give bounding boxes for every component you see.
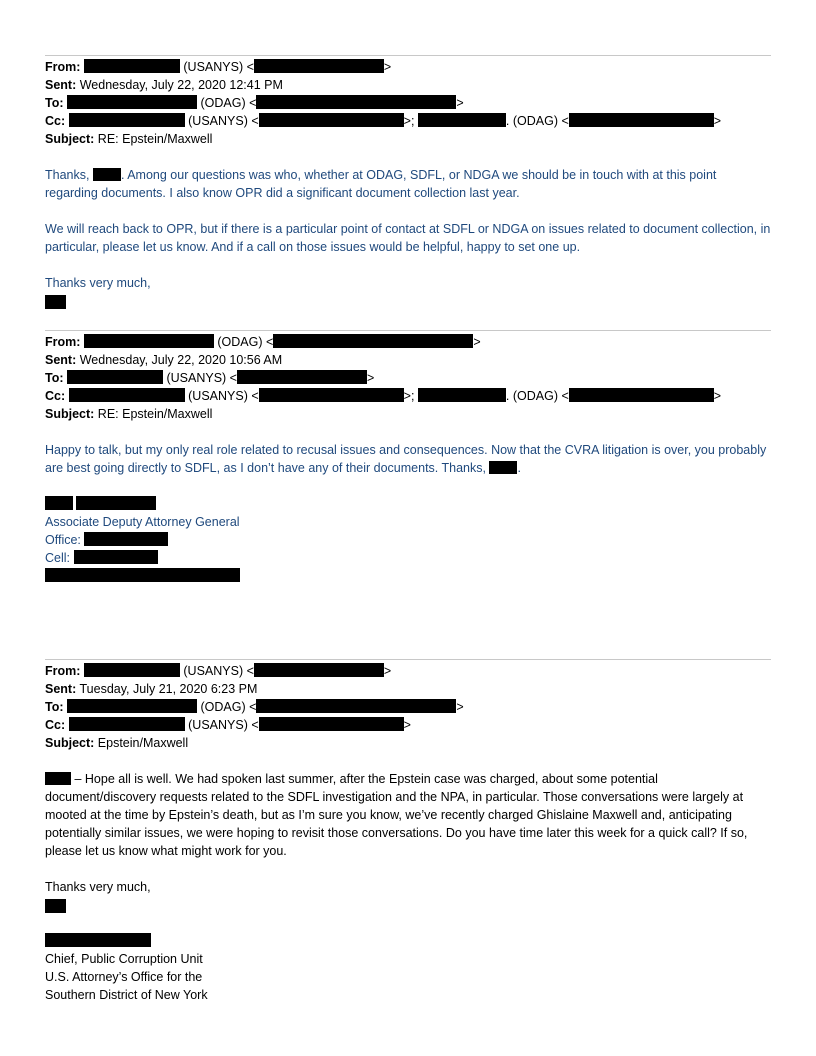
redaction-block bbox=[84, 59, 180, 73]
email1-sent-value: Wednesday, July 22, 2020 12:41 PM bbox=[79, 78, 283, 92]
cc-label: Cc: bbox=[45, 389, 66, 403]
to-label: To: bbox=[45, 96, 64, 110]
email2-signature-email bbox=[45, 567, 240, 585]
redaction-block bbox=[45, 496, 73, 510]
email2-signature-office bbox=[45, 531, 168, 549]
office-label: Office: bbox=[45, 533, 81, 547]
email2-body-text: Happy to talk, but my only real role related to recusal issues and consequences. Now that the CVRA litigation is over, you probably are best going directly to SDFL, as I don’t have any of their documents. Thanks, bbox=[45, 443, 767, 475]
email2-subject-value: RE: Epstein/Maxwell bbox=[97, 407, 213, 421]
redaction-block bbox=[93, 168, 121, 181]
redaction-block bbox=[69, 388, 185, 402]
email1-body-text-1: . Among our questions was who, whether at ODAG, SDFL, or NDGA we should be in touch with at this point regarding documents. I also know OPR did a significant document collection last year. bbox=[45, 168, 717, 200]
sent-label: Sent: bbox=[45, 353, 77, 367]
redaction-block bbox=[67, 95, 197, 109]
email1-signature-redaction bbox=[45, 294, 66, 312]
email1-cc1-org: (USANYS) < bbox=[188, 114, 259, 128]
email2-signature-cell bbox=[45, 549, 158, 567]
redaction-block bbox=[418, 388, 506, 402]
redaction-block bbox=[67, 699, 197, 713]
email2-cc-close: > bbox=[713, 389, 722, 403]
email2-cc2-org: . (ODAG) < bbox=[505, 389, 569, 403]
redaction-block bbox=[45, 933, 151, 947]
email1-body-greeting: Thanks, bbox=[45, 168, 90, 182]
email2-body-paragraph bbox=[45, 441, 771, 477]
redaction-block bbox=[259, 717, 404, 731]
email2-to-org: (USANYS) < bbox=[166, 371, 237, 385]
email3-sent-value: Tuesday, July 21, 2020 6:23 PM bbox=[79, 682, 258, 696]
email1-cc-sep: >; bbox=[403, 114, 415, 128]
from-label: From: bbox=[45, 664, 81, 678]
email3-cc-close: > bbox=[403, 718, 411, 732]
email2-signature-title: Associate Deputy Attorney General bbox=[45, 515, 240, 529]
redaction-block bbox=[569, 113, 714, 127]
cc-label: Cc: bbox=[45, 114, 66, 128]
email1-cc-line bbox=[45, 112, 721, 130]
email3-from-org: (USANYS) < bbox=[183, 664, 254, 678]
subject-label: Subject: bbox=[45, 132, 95, 146]
email3-subject-line bbox=[45, 734, 188, 752]
sent-label: Sent: bbox=[45, 682, 77, 696]
redaction-block bbox=[45, 568, 240, 582]
email2-sent-line bbox=[45, 351, 282, 369]
redaction-block bbox=[259, 388, 404, 402]
subject-label: Subject: bbox=[45, 407, 95, 421]
from-label: From: bbox=[45, 60, 81, 74]
email3-subject-value: Epstein/Maxwell bbox=[97, 736, 189, 750]
email2-cc-line bbox=[45, 387, 721, 405]
email2-cc-sep: >; bbox=[403, 389, 415, 403]
redaction-block bbox=[84, 663, 180, 677]
email3-to-org: (ODAG) < bbox=[200, 700, 257, 714]
subject-label: Subject: bbox=[45, 736, 95, 750]
email1-subject-line bbox=[45, 130, 212, 148]
email1-sent-line bbox=[45, 76, 283, 94]
email1-to-org: (ODAG) < bbox=[200, 96, 257, 110]
email3-signature-line-3: Southern District of New York bbox=[45, 988, 208, 1002]
email2-subject-line bbox=[45, 405, 212, 423]
email1-cc-close: > bbox=[713, 114, 722, 128]
email2-sent-value: Wednesday, July 22, 2020 10:56 AM bbox=[79, 353, 283, 367]
redaction-block bbox=[254, 59, 384, 73]
redaction-block bbox=[418, 113, 506, 127]
email3-signature-name bbox=[45, 932, 151, 950]
email1-from-line bbox=[45, 58, 391, 76]
redaction-block bbox=[76, 496, 156, 510]
redaction-block bbox=[69, 717, 185, 731]
redaction-block bbox=[273, 334, 473, 348]
header-divider bbox=[45, 659, 771, 660]
redaction-block bbox=[256, 95, 456, 109]
redaction-block bbox=[45, 772, 71, 785]
redaction-block bbox=[489, 461, 517, 474]
redaction-block bbox=[45, 295, 66, 309]
redaction-block bbox=[45, 899, 66, 913]
email1-to-close: > bbox=[456, 96, 464, 110]
email2-from-close: > bbox=[473, 335, 481, 349]
redaction-block bbox=[569, 388, 714, 402]
email1-from-org: (USANYS) < bbox=[183, 60, 254, 74]
email3-closing: Thanks very much, bbox=[45, 880, 151, 894]
email2-body-end: . bbox=[517, 461, 521, 475]
email3-cc-line bbox=[45, 716, 411, 734]
email2-from-org: (ODAG) < bbox=[217, 335, 274, 349]
email3-sent-line bbox=[45, 680, 257, 698]
email3-body-text: – Hope all is well. We had spoken last summer, after the Epstein case was charged, about some potential document/discovery requests related to the SDFL investigation and the NPA, in particular. Those conversations were largely at mooted at the time by Epstein’s death, but as I’m sure you know, we’ve recently charged Ghislaine Maxwell and, anticipating potentially similar issues, we were hoping to revisit those conversations. Do you have time later this week for a quick call? If so, please let us know what might work for you. bbox=[45, 772, 748, 858]
email3-body-paragraph bbox=[45, 770, 771, 860]
email2-signature-name bbox=[45, 495, 156, 513]
email1-cc2-org: . (ODAG) < bbox=[505, 114, 569, 128]
redaction-block bbox=[84, 334, 214, 348]
email3-to-line bbox=[45, 698, 464, 716]
email2-from-line bbox=[45, 333, 481, 351]
email3-from-line bbox=[45, 662, 391, 680]
header-divider bbox=[45, 330, 771, 331]
email3-from-close: > bbox=[383, 664, 392, 678]
sent-label: Sent: bbox=[45, 78, 77, 92]
email3-cc-org: (USANYS) < bbox=[188, 718, 259, 732]
email3-signature-line-1: Chief, Public Corruption Unit bbox=[45, 952, 203, 966]
email2-cc1-org: (USANYS) < bbox=[188, 389, 259, 403]
redaction-block bbox=[237, 370, 367, 384]
redaction-block bbox=[74, 550, 158, 564]
email3-signature-redaction bbox=[45, 898, 66, 916]
redaction-block bbox=[254, 663, 384, 677]
email1-to-line bbox=[45, 94, 464, 112]
email1-subject-value: RE: Epstein/Maxwell bbox=[97, 132, 213, 146]
email3-signature-line-2: U.S. Attorney’s Office for the bbox=[45, 970, 203, 984]
redaction-block bbox=[256, 699, 456, 713]
cell-label: Cell: bbox=[45, 551, 71, 565]
email2-to-close: > bbox=[367, 371, 375, 385]
redaction-block bbox=[259, 113, 404, 127]
from-label: From: bbox=[45, 335, 81, 349]
email1-closing: Thanks very much, bbox=[45, 276, 151, 290]
header-divider bbox=[45, 55, 771, 56]
email1-from-close: > bbox=[383, 60, 392, 74]
to-label: To: bbox=[45, 700, 64, 714]
redaction-block bbox=[84, 532, 168, 546]
redaction-block bbox=[67, 370, 163, 384]
email2-to-line bbox=[45, 369, 374, 387]
cc-label: Cc: bbox=[45, 718, 66, 732]
email1-body-paragraph-2: We will reach back to OPR, but if there is a particular point of contact at SDFL or NDGA on issues related to document collection, in particular, please let us know. And if a call on those issues would be helpful, happy to set one up. bbox=[45, 222, 771, 254]
email3-to-close: > bbox=[456, 700, 464, 714]
to-label: To: bbox=[45, 371, 64, 385]
redaction-block bbox=[69, 113, 185, 127]
email1-body-paragraph-1 bbox=[45, 166, 771, 202]
